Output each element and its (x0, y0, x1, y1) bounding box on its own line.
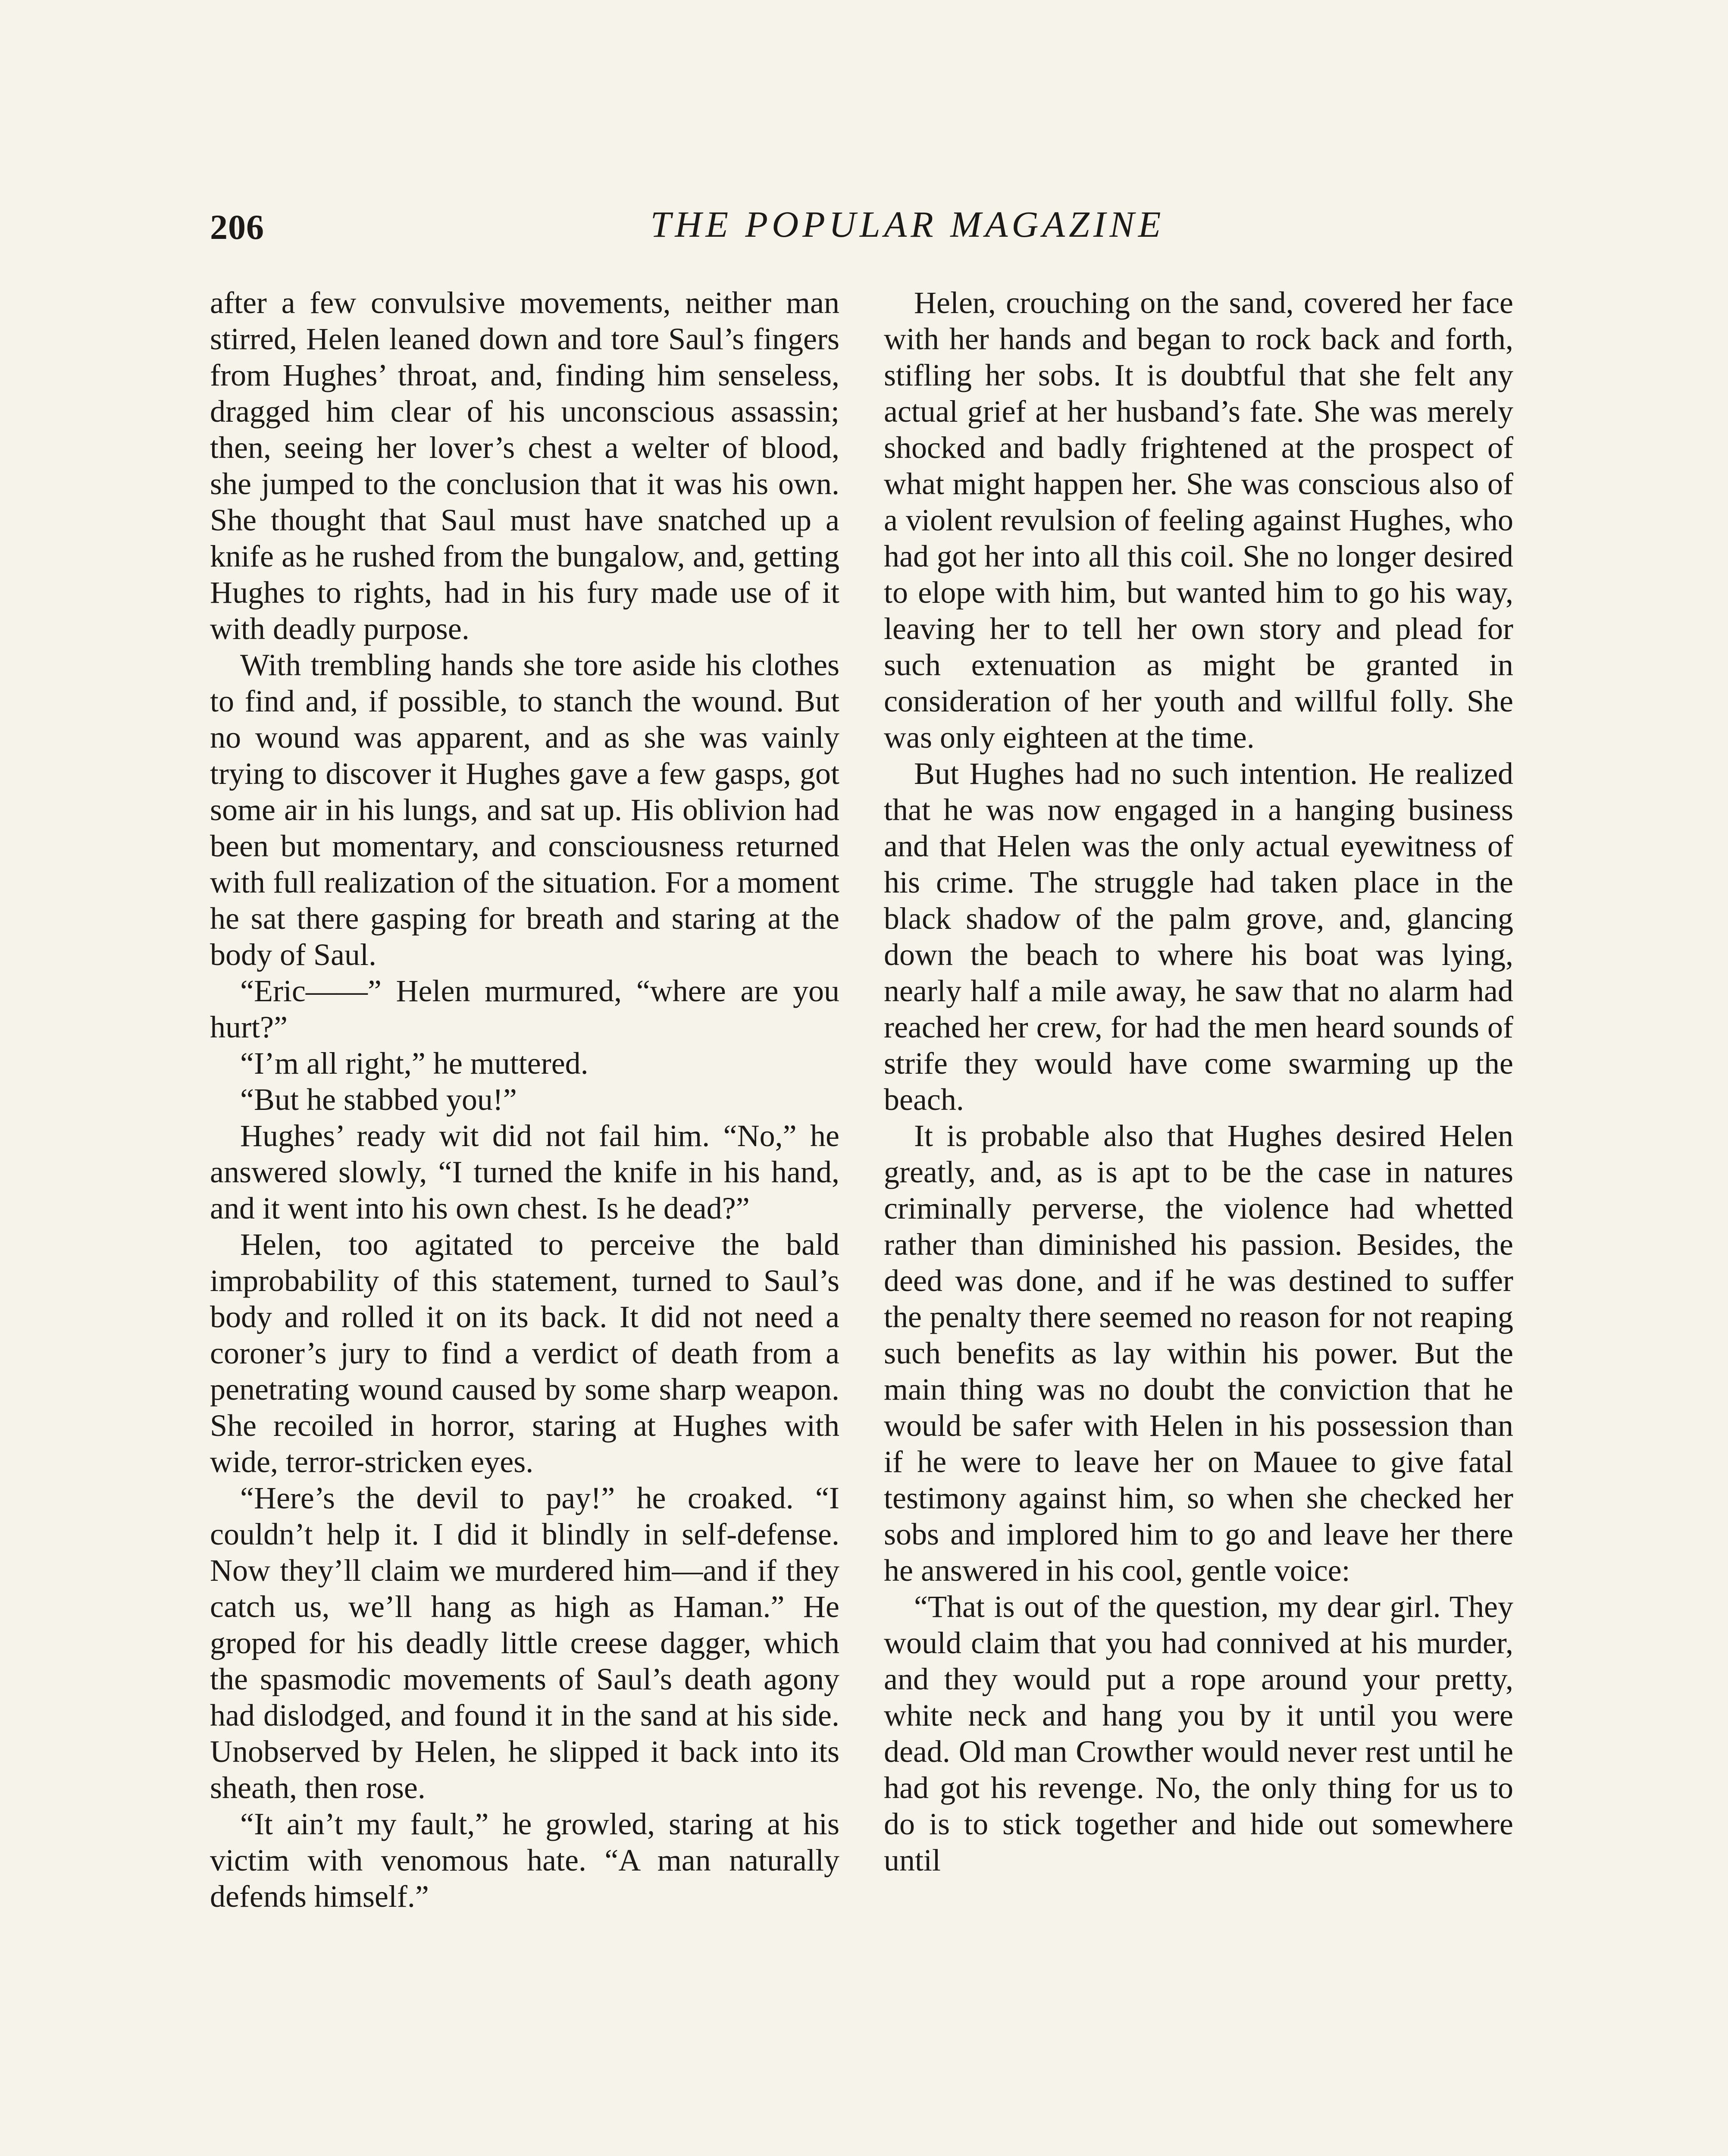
paragraph: Hughes’ ready wit did not fail him. “No,” he answered slowly, “I turned the knife in his hand, and it went into his own chest. Is he dead?” (210, 1119, 839, 1225)
running-head: THE POPULAR MAGAZINE (650, 204, 1165, 245)
paragraph: “I’m all right,” he muttered. (240, 1046, 589, 1081)
right-column (884, 285, 1513, 1878)
paragraph: With trembling hands she tore aside his clothes to find and, if possible, to stanch the wound. But no wound was apparent, and as she was vainly trying to discover it Hughes gave a few gasps, got some air in his lungs, and sat up. His oblivion had been but momentary, and consciousness returned with full realization of the situation. For a moment he sat there gasping for breath and staring at the body of Saul. (210, 648, 839, 972)
paragraph: Helen, too agitated to perceive the bald improbability of this statement, turned to Saul’s body and rolled it on its back. It did not need a coroner’s jury to find a verdict of death from a penetrating wound caused by some sharp weapon. She recoiled in horror, staring at Hughes with wide, terror-stricken eyes. (210, 1227, 839, 1479)
paragraph: “But he stabbed you!” (240, 1082, 517, 1117)
paragraph: But Hughes had no such intention. He realized that he was now engaged in a hanging business and that Helen was the only actual eyewitness of his crime. The struggle had taken place in the black shadow of the palm grove, and, glancing down the beach to where his boat was lying, nearly half a mile away, he saw that no alarm had reached her crew, for had the men heard sounds of strife they would have come swarming up the beach. (884, 756, 1513, 1117)
left-column (210, 285, 839, 1915)
paragraph: “Eric——” Helen murmured, “where are you hurt?” (210, 974, 839, 1044)
paragraph: “It ain’t my fault,” he growled, staring at his victim with venomous hate. “A man naturally defends himself.” (210, 1807, 839, 1914)
paragraph: after a few convulsive movements, neither man stirred, Helen leaned down and tore Saul’s fingers from Hughes’ throat, and, finding him senseless, dragged him clear of his unconscious assassin; then, seeing her lover’s chest a welter of blood, she jumped to the conclusion that it was his own. She thought that Saul must have snatched up a knife as he rushed from the bungalow, and, getting Hughes to rights, had in his fury made use of it with deadly purpose. (210, 285, 839, 646)
paragraph: Helen, crouching on the sand, covered her face with her hands and began to rock back and forth, stifling her sobs. It is doubtful that she felt any actual grief at her husband’s fate. She was merely shocked and badly frightened at the prospect of what might happen her. She was conscious also of a violent revulsion of feeling against Hughes, who had got her into all this coil. She no longer desired to elope with him, but wanted him to go his way, leaving her to tell her own story and plead for such extenuation as might be granted in consideration of her youth and willful folly. She was only eighteen at the time. (884, 285, 1513, 755)
page-number: 206 (210, 207, 264, 247)
paragraph: It is probable also that Hughes desired Helen greatly, and, as is apt to be the case in natures criminally perverse, the violence had whetted rather than diminished his passion. Besides, the deed was done, and if he was destined to suffer the penalty there seemed no reason for not reaping such benefits as lay within his power. But the main thing was no doubt the conviction that he would be safer with Helen in his possession than if he were to leave her on Mauee to give fatal testimony against him, so when she checked her sobs and implored him to go and leave her there he answered in his cool, gentle voice: (884, 1119, 1513, 1588)
paragraph: “Here’s the devil to pay!” he croaked. “I couldn’t help it. I did it blindly in self-defense. Now they’ll claim we murdered him—and if they catch us, we’ll hang as high as Haman.” He groped for his deadly little creese dagger, which the spasmodic movements of Saul’s death agony had dislodged, and found it in the sand at his side. Unobserved by Helen, he slipped it back into its sheath, then rose. (210, 1481, 839, 1805)
paragraph: “That is out of the question, my dear girl. They would claim that you had connived at his murder, and they would put a rope around your pretty, white neck and hang you by it until you were dead. Old man Crowther would never rest until he had got his revenge. No, the only thing for us to do is to stick together and hide out somewhere until (884, 1589, 1513, 1877)
